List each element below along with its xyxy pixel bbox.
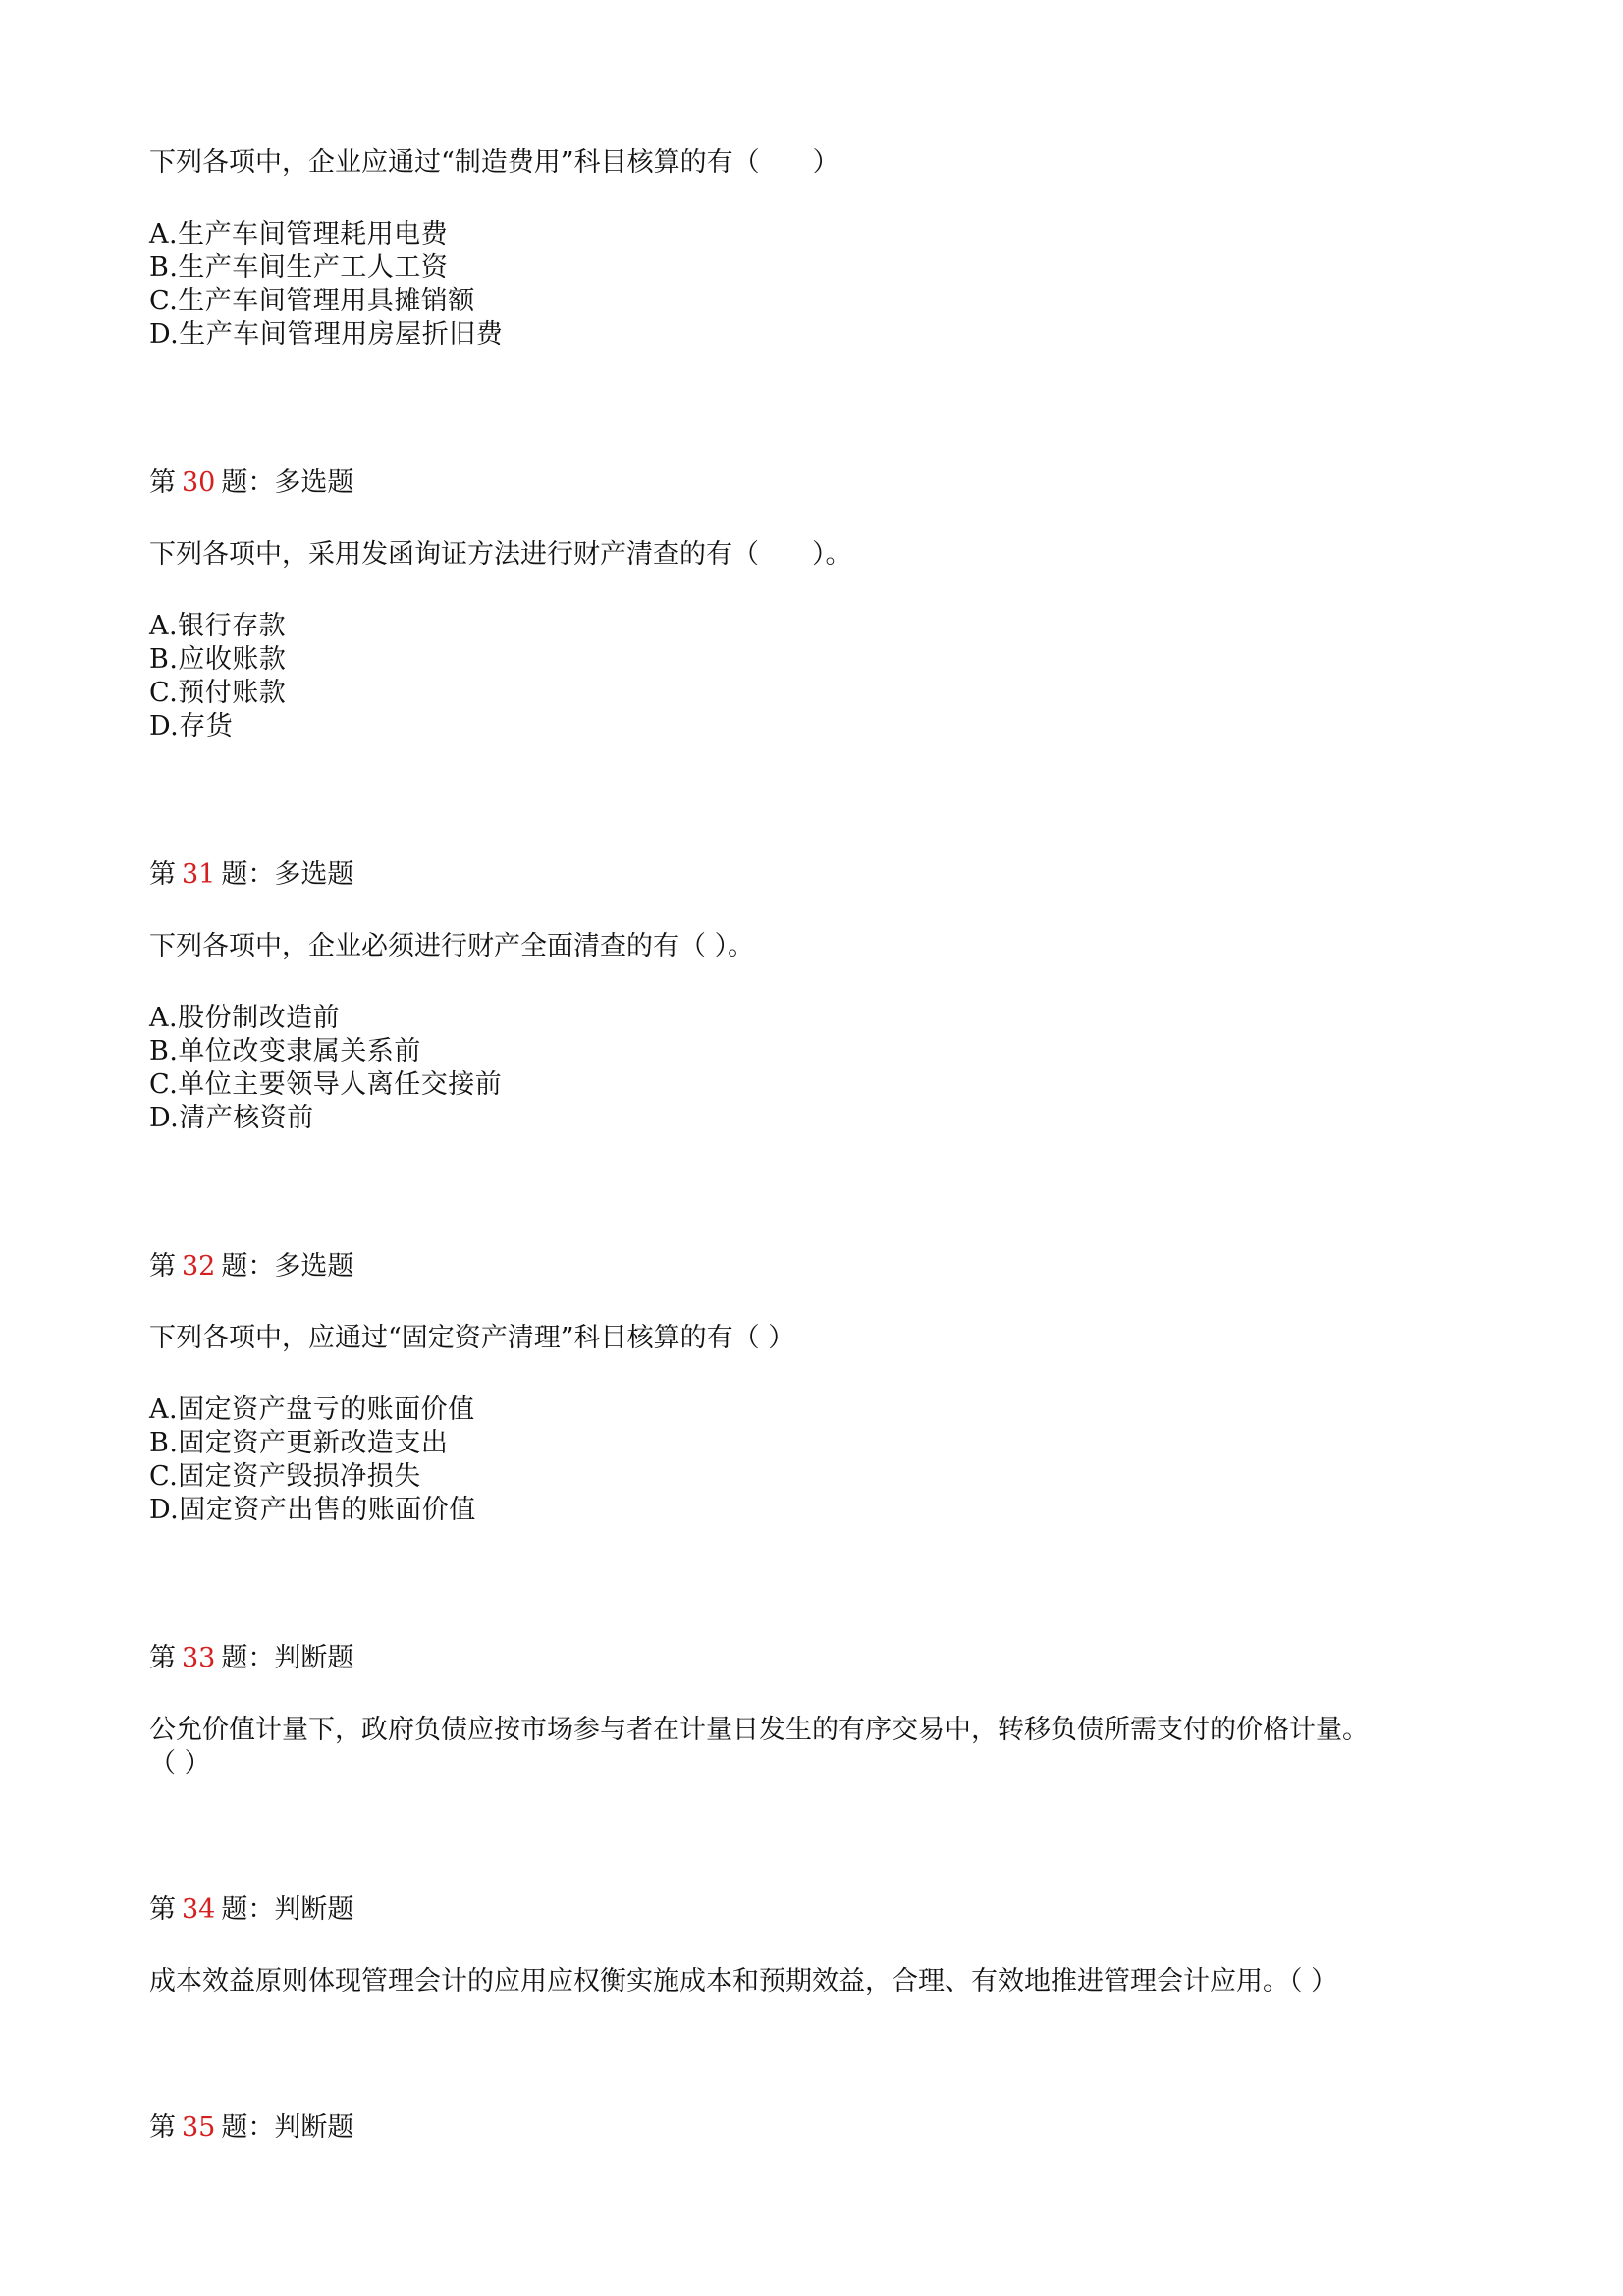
header-type: 题：判断题 [221,2112,354,2143]
question-number: 33 [182,1643,216,1673]
question-header [149,1642,353,1675]
option-c: C.固定资产毁损净损失 [149,1461,421,1492]
option-a: A.银行存款 [149,611,287,641]
option-b: B.应收账款 [149,644,287,675]
question-number: 31 [182,859,216,890]
header-prefix: 第 [149,1894,176,1925]
option-a: A.固定资产盘亏的账面价值 [149,1394,475,1425]
question-header [149,1250,353,1284]
header-prefix: 第 [149,467,176,498]
option-c: C.生产车间管理用具摊销额 [149,286,475,316]
header-type: 题：判断题 [221,1643,354,1673]
question-header [149,466,353,500]
question-stem: 下列各项中，采用发函询证方法进行财产清查的有（ ）。 [149,539,852,570]
question-stem: 下列各项中，企业必须进行财产全面清查的有（ ）。 [149,931,755,961]
option-b: B.生产车间生产工人工资 [149,252,449,283]
question-stem: 公允价值计量下，政府负债应按市场参与者在计量日发生的有序交易中，转移负债所需支付的价格计量。 [149,1715,1369,1745]
question-stem: 下列各项中，应通过“固定资产清理”科目核算的有（ ） [149,1323,795,1353]
option-d: D.固定资产出售的账面价值 [149,1495,476,1525]
question-number: 35 [182,2112,216,2143]
answer-blank: （ ） [149,1748,211,1778]
option-d: D.存货 [149,711,234,741]
question-number: 34 [182,1894,216,1925]
question-header [149,858,353,892]
question-header [149,2111,353,2145]
question-stem: 成本效益原则体现管理会计的应用应权衡实施成本和预期效益，合理、有效地推进管理会计应用。（ ） [149,1966,1338,1996]
header-type: 题：多选题 [221,1251,354,1282]
option-c: C.单位主要领导人离任交接前 [149,1069,503,1100]
option-a: A.股份制改造前 [149,1003,341,1033]
option-d: D.生产车间管理用房屋折旧费 [149,319,504,350]
option-d: D.清产核资前 [149,1103,314,1133]
header-type: 题：判断题 [221,1894,354,1925]
header-type: 题：多选题 [221,467,354,498]
header-prefix: 第 [149,859,176,890]
option-b: B.单位改变隶属关系前 [149,1036,421,1066]
option-b: B.固定资产更新改造支出 [149,1428,449,1458]
question-stem: 下列各项中，企业应通过“制造费用”科目核算的有（ ） [149,147,839,178]
question-header [149,1893,353,1927]
option-a: A.生产车间管理耗用电费 [149,219,449,249]
header-prefix: 第 [149,1643,176,1673]
question-number: 32 [182,1251,216,1282]
question-number: 30 [182,467,216,498]
header-prefix: 第 [149,1251,176,1282]
header-prefix: 第 [149,2112,176,2143]
header-type: 题：多选题 [221,859,354,890]
option-c: C.预付账款 [149,678,287,708]
